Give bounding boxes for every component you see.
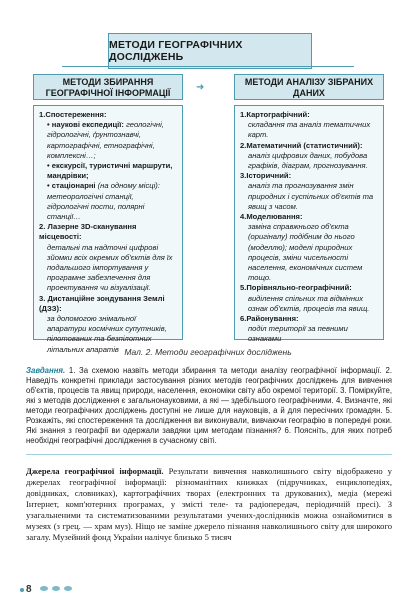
right-item-6-desc: поділ території за певними ознаками: [248, 324, 348, 344]
body-text: Результати вивчення навколишнього світу відображено у джерелах географічної інформації: різноманітних книжках (підручниках, енциклопедіях, довідниках, словниках), картографічних творах (електронних та друкованих), медіа (мережі Інтернет, комп'ютерних програмах, у змісті теле- та радіопередач, періодичній пресі). З узагальненими та систематизованими результатами учених-дослідників можна ознайомитися в музеях (з грец. — храм муз). Ніщо не заміне джерело пізнання навколишнього світу для широкого загалу. Музейний фонд України налічує близько 5 тисяч: [26, 466, 392, 542]
right-column-title: [234, 74, 384, 100]
left-item-5: [39, 222, 177, 242]
right-item-1-desc: складання та аналіз тематичних карт.: [248, 120, 371, 140]
body-paragraph: [26, 466, 392, 543]
right-item-3-desc: аналіз та прогнозування змін природних і суспільних об'єктів та явищ з часом.: [248, 181, 374, 211]
item-num: 1.: [39, 110, 46, 119]
left-item-1: [39, 110, 177, 120]
left-title-text: МЕТОДИ ЗБИРАННЯ ГЕОГРАФІЧНОЇ ІНФОРМАЦІЇ: [45, 77, 171, 98]
item-num: 3.: [240, 171, 247, 181]
left-item-3: [39, 161, 177, 181]
item-title: Районування:: [246, 314, 299, 324]
item-num: 3.: [39, 293, 46, 303]
decor-leaf-icon: [52, 586, 60, 591]
left-item-6: [39, 294, 177, 314]
item-title: Моделювання:: [246, 212, 303, 222]
item-note: (на одному місці):: [97, 181, 160, 191]
item-num: 4.: [240, 212, 247, 222]
right-item-5-desc: виділення спільних та відмінних ознак об'єктів, процесів та явищ.: [248, 293, 370, 313]
item-num: 2.: [39, 222, 46, 232]
left-item-6-desc: за допомогою знімальної апаратури космічних супутників, пілотованих та безпілотних літальних апаратів: [47, 314, 167, 354]
page-number: 8: [26, 584, 32, 595]
item-title: Порівняльно-географічний:: [246, 283, 352, 293]
item-desc: геологічні, гідрологічні, ґрунтознавчі, картографічні, етнографічні, комплексні…;: [47, 120, 164, 160]
right-item-1: [240, 110, 378, 120]
item-title: Дистанційне зондування Землі (ДЗЗ):: [39, 293, 165, 313]
item-num: 5.: [240, 283, 247, 293]
right-item-2: [240, 141, 378, 151]
connector-line: [62, 66, 354, 67]
section-divider: [26, 454, 392, 455]
right-title-text: МЕТОДИ АНАЛІЗУ ЗІБРАНИХ ДАНИХ: [244, 77, 374, 98]
left-column-title: [33, 74, 183, 100]
arrow-right-icon: ➜: [196, 82, 205, 93]
task-label: Завдання.: [26, 366, 66, 375]
bullet: •: [47, 181, 50, 191]
item-desc: метеорологічні станції, гідрологічні пости, полярні станції…: [47, 191, 145, 222]
decor-dot-icon: [20, 588, 24, 592]
item-num: 1.: [240, 110, 247, 119]
item-title: наукові експедиції:: [51, 120, 124, 130]
item-num: 2.: [240, 140, 247, 150]
diagram-header: [108, 33, 312, 69]
right-item-4-desc: заміна справжнього об'єкта (оригіналу) подібним до нього (моделлю); моделі природних процесів, зміни чисельності населення, економічних систем тощо.: [248, 222, 363, 283]
left-item-5-desc: детальні та надточні цифрові зйомки всіх окремих об'єктів для їх подальшого імпортування у програмне забезпечення для проектування чи візуалізації.: [47, 242, 173, 293]
right-item-4: [240, 212, 378, 222]
task-text: 1. За схемою назвіть методи збирання та методи аналізу географічної інформації. 2. Наведіть конкретні приклади застосування різних методів географічних досліджень для вивчення об'єктів, процесів та явищ природи, населення, економіки світу або окремої території. 3. Поміркуйте, які з методів дослідження є загальнонауковими, а які — здебільшого географічними. 4. Визначте, які методи географічних досліджень доступні не лише для науковців, а й для пересічних громадян. 5. Розкажіть, які спостереження та дослідження ви виконували, вивчаючи географію в попередні роки. Які знання з географії ви одержали завдяки цим методам пізнання? 6. Поясніть, для яких потреб необхідні географічні дослідження в сучасному світі.: [26, 366, 392, 445]
item-title: Спостереження:: [45, 110, 107, 119]
right-item-2-desc: аналіз цифрових даних, побудова графіків, діаграм, прогнозування.: [248, 150, 368, 171]
figure-caption: Мал. 2. Методи географічних досліджень: [124, 347, 292, 357]
decor-leaf-icon: [64, 586, 72, 591]
task-block: [26, 366, 392, 446]
item-title: Історичний:: [246, 171, 292, 181]
left-column-box: [33, 105, 183, 354]
item-title: Математичний (статистичний):: [246, 140, 363, 150]
item-title: екскурсії, туристичні маршрути, мандрівки;: [47, 161, 173, 181]
body-heading: Джерела географічної інформації.: [26, 466, 164, 476]
right-item-3: [240, 171, 378, 181]
item-title: Картографічний:: [246, 110, 310, 119]
item-title: стаціонарні: [51, 181, 96, 191]
item-num: 6.: [240, 314, 247, 324]
item-title: Лазерне 3D-сканування місцевості:: [39, 222, 137, 242]
right-item-5: [240, 283, 378, 293]
left-item-4: [39, 181, 177, 222]
bullet: •: [47, 120, 50, 130]
decor-leaf-icon: [40, 586, 48, 591]
bullet: •: [47, 161, 50, 171]
right-column-box: [234, 105, 384, 344]
header-text: МЕТОДИ ГЕОГРАФІЧНИХ ДОСЛІДЖЕНЬ: [109, 39, 243, 63]
right-item-6: [240, 314, 378, 324]
left-item-2: [39, 120, 177, 161]
